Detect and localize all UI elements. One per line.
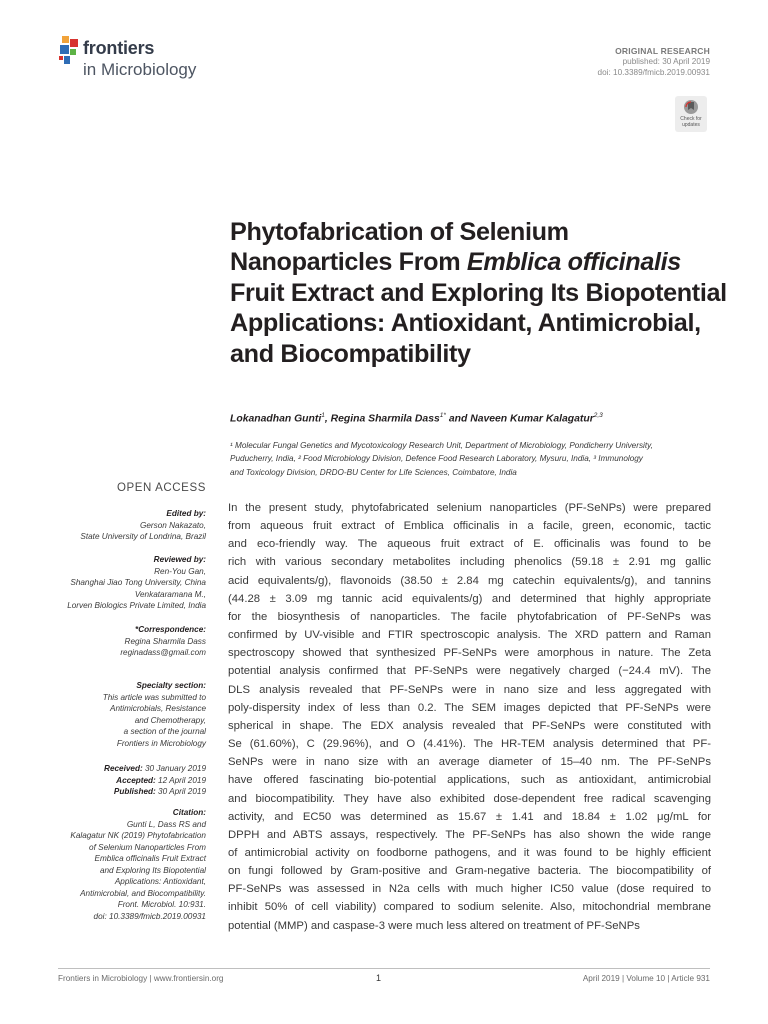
citation-line: of Selenium Nanoparticles From <box>89 842 206 852</box>
abstract-line: rich with various secondary metabolites including phenolics (59.18 ± 2.91 mg gallic <box>228 556 711 569</box>
specialty-line: and Chemotherapy, <box>134 715 206 725</box>
abstract-line: from aqueous fruit extract of Emblica officinalis in a facile, green, economic, tactic <box>228 520 711 533</box>
citation-line: Kalagatur NK (2019) Phytofabrication <box>70 831 206 840</box>
check-updates-icon <box>675 98 707 118</box>
abstract-line: In the present study, phytofabricated selenium nanoparticles (PF-SeNPs) were prepared <box>228 502 711 514</box>
citation-label: Citation: <box>172 808 206 817</box>
abstract-line: SeNPs were in nano size with an average diameter of 15–40 nm. The PF-SeNPs <box>228 756 711 769</box>
abstract-line: of antimicrobial activity on foodborne pathogens, and it was found to be highly efficient <box>228 846 711 859</box>
article-type: ORIGINAL RESEARCH <box>615 46 710 56</box>
abstract-line: acid equivalents/g), flavonoids (38.50 ± 2.84 mg catechin equivalents/g), and tannins <box>228 574 711 587</box>
correspondence-section <box>6 624 206 659</box>
abstract-line: potential (MMP) and caspase-3 were much less altered on treatment of PF-SeNPs <box>228 919 640 932</box>
abstract-line: activity, and EC50 was determined as 15.67 ± 1.41 and 18.84 ± 1.02 μg/mL for <box>228 810 711 823</box>
abstract-line: for the biosynthesis of nanoparticles. The facile phytofabrication of PF-SeNPs was <box>228 610 711 623</box>
published-row <box>6 786 206 798</box>
reviewed-by-label: Reviewed by: <box>153 555 206 564</box>
reviewer-name: Venkataramana M., <box>134 589 206 599</box>
specialty-line: Antimicrobials, Resistance <box>109 704 206 713</box>
author-2[interactable]: Regina Sharmila Dass <box>330 413 440 425</box>
specialty-line: Frontiers in Microbiology <box>116 738 206 748</box>
dates-section <box>6 763 206 798</box>
accepted-date: 12 April 2019 <box>158 775 206 785</box>
affiliation-line: ¹ Molecular Fungal Genetics and Mycotoxicology Research Unit, Department of Microbiology, Pondicherry University, <box>230 441 653 450</box>
citation-doi[interactable]: doi: 10.3389/fmicb.2019.00931 <box>93 911 206 921</box>
correspondence-label: *Correspondence: <box>135 625 206 634</box>
check-for-updates-button[interactable] <box>675 96 707 132</box>
open-access-label: OPEN ACCESS <box>116 482 206 494</box>
journal-name: in Microbiology <box>83 60 197 79</box>
citation-line: Antimicrobial, and Biocompatibility. <box>80 888 206 898</box>
citation-line: Gunti L, Dass RS and <box>126 819 206 829</box>
abstract-line: DLS analysis revealed that PF-SeNPs were in nano size and less aggregated with <box>228 683 711 696</box>
published-date: published: 30 April 2019 <box>622 57 710 66</box>
accepted-label: Accepted: <box>116 775 156 785</box>
frontiers-logo-icon <box>58 36 80 66</box>
edited-by-label: Edited by: <box>166 509 206 518</box>
abstract-line: Se (61.60%), C (29.96%), and O (4.41%). The HR-TEM analysis determined that PF- <box>228 738 711 751</box>
title-species: Emblica officinalis <box>466 248 681 277</box>
correspondence-name: Regina Sharmila Dass <box>124 636 206 646</box>
affiliation-line: Puducherry, India, ² Food Microbiology Division, Defence Food Research Laboratory, Mysuru, India, ³ Immunology <box>230 454 643 464</box>
received-date: 30 January 2019 <box>145 764 206 773</box>
reviewer-affiliation: Shanghai Jiao Tong University, China <box>70 578 206 587</box>
abstract-line: on fungi followed by Gram-positive and Gram-negative bacteria. The biocompatibility of <box>228 865 711 878</box>
footer-issue-info: April 2019 | Volume 10 | Article 931 <box>582 974 710 983</box>
citation-line: Applications: Antioxidant, <box>114 877 206 886</box>
published-date-side: 30 April 2019 <box>158 787 206 796</box>
abstract-line: spherical in shape. The EDX analysis revealed that PF-SeNPs were constituted with <box>228 719 711 732</box>
specialty-line: This article was submitted to <box>102 692 206 702</box>
affiliation-line: and Toxicology Division, DRDO-BU Center for Life Sciences, Coimbatore, India <box>230 467 517 477</box>
specialty-line: a section of the journal <box>123 727 206 736</box>
title-text-1: Phytofabrication of Selenium Nanoparticles From <box>230 218 569 277</box>
author-separator: and <box>445 413 471 425</box>
specialty-section <box>6 680 206 749</box>
editor-name: Gerson Nakazato, <box>140 520 206 530</box>
accepted-row <box>6 775 206 787</box>
title-text-2: Fruit Extract and Exploring Its Biopotential Applications: Antioxidant, Antimicrobial, and Biocompatibility <box>230 278 727 368</box>
abstract-line: spectroscopy showed that synthesized PF-SeNPs were amorphous in nature. The Zeta <box>228 647 711 660</box>
correspondence-email[interactable]: reginadass@gmail.com <box>120 648 206 657</box>
author-3[interactable]: Naveen Kumar Kalagatur <box>470 413 594 425</box>
citation-section <box>6 807 206 922</box>
abstract-line: poly-dispersity index of less than 0.2. The SEM images depicted that PF-SeNPs were <box>228 701 711 714</box>
abstract-line: have offered fascinating bio-potential applications, such as antioxidant, antimicrobial <box>228 774 711 787</box>
citation-line: Front. Microbiol. 10:931. <box>117 900 206 909</box>
article-title <box>230 217 730 369</box>
abstract-line: DPPH and ABTS assays, respectively. The PF-SeNPs has also shown the wide range <box>228 828 711 841</box>
footer-journal-link[interactable]: Frontiers in Microbiology | www.frontiersin.org <box>58 974 224 983</box>
affiliations <box>230 439 700 479</box>
abstract-line: PF-SeNPs was assessed in N2a cells with much higher IC50 value (dose required to <box>228 883 711 896</box>
abstract-line: potential analysis confirmed that PF-SeNPs were negatively charged (−24.4 mV). The <box>228 665 711 678</box>
reviewed-by-section <box>6 554 206 612</box>
specialty-label: Specialty section: <box>136 681 206 690</box>
doi-link[interactable]: doi: 10.3389/fmicb.2019.00931 <box>597 68 710 77</box>
abstract-line: and biocompatibility. They have also exhibited dose-dependent free radical scavenging <box>228 792 711 805</box>
page-number: 1 <box>376 973 382 983</box>
author-1-affil: 1 <box>321 412 325 419</box>
author-2-affil: 1* <box>439 412 446 419</box>
citation-line: Emblica officinalis Fruit Extract <box>94 854 206 863</box>
author-separator: , <box>324 413 331 425</box>
received-row <box>6 763 206 775</box>
journal-logo <box>58 34 218 82</box>
editor-affiliation: State University of Londrina, Brazil <box>80 532 206 541</box>
abstract-line: and eco-friendly way. The aqueous fruit extract of E. officinalis was found to be <box>228 538 711 551</box>
abstract-line: inhibit 50% of cell viability) compared to sodium selenite. Also, mitochondrial membrane <box>228 901 711 914</box>
abstract-line: (44.28 ± 3.09 mg tannic acid equivalents/g) and determined that highly appropriate <box>228 592 711 605</box>
citation-line: and Exploring Its Biopotential <box>99 865 206 875</box>
abstract <box>228 499 711 935</box>
check-updates-label: Check for updates <box>680 116 702 128</box>
abstract-line: confirmed by UV-visible and FTIR spectroscopic analysis. The XRD pattern and Raman <box>228 629 711 642</box>
received-label: Received: <box>104 764 143 773</box>
author-list <box>230 412 603 424</box>
article-header <box>598 46 710 78</box>
reviewer-affiliation: Lorven Biologics Private Limited, India <box>67 601 206 610</box>
author-1[interactable]: Lokanadhan Gunti <box>230 413 322 425</box>
reviewer-name: Ren-You Gan, <box>154 566 206 576</box>
published-label: Published: <box>113 787 156 796</box>
journal-brand: frontiers <box>83 38 155 58</box>
footer-divider <box>58 968 710 969</box>
author-3-affil: 2,3 <box>593 412 603 419</box>
edited-by-section <box>6 508 206 543</box>
